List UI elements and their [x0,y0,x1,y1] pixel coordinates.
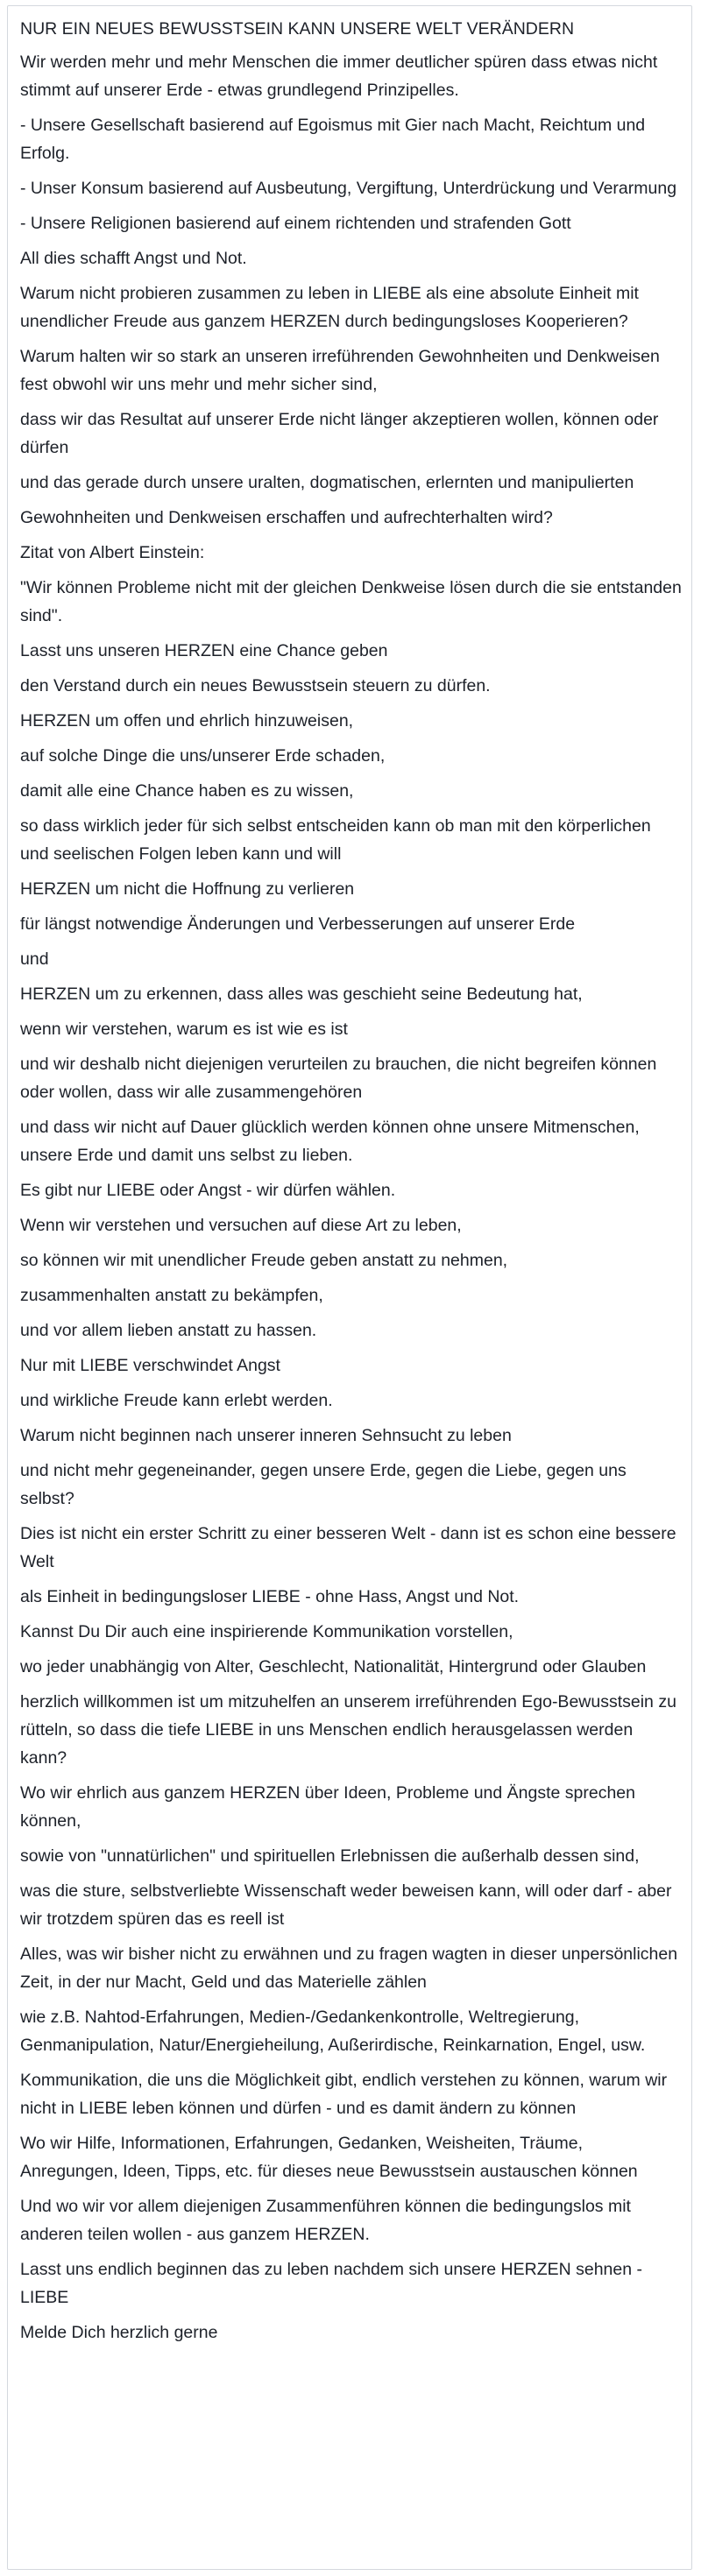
post-paragraph: Lasst uns endlich beginnen das zu leben nachdem sich unsere HERZEN sehnen - LIEBE [20,2260,643,2307]
post-paragraph: Zitat von Albert Einstein: [20,543,205,562]
post-paragraph: Kommunikation, die uns die Möglichkeit gibt, endlich verstehen zu können, warum wir nicht in LIEBE leben können und dürfen - und es damit ändern zu können [20,2071,668,2118]
post-paragraph: was die sture, selbstverliebte Wissenschaft weder beweisen kann, will oder darf - aber wir trotzdem spüren das es reell ist [20,1881,672,1929]
post-title: NUR EIN NEUES BEWUSSTSEIN KANN UNSERE WELT VERÄNDERN [20,19,575,39]
post-container [7,5,692,2570]
post-paragraph: - Unsere Religionen basierend auf einem richtenden und strafenden Gott [20,214,571,233]
post-paragraph: Nur mit LIEBE verschwindet Angst [20,1356,280,1375]
post-paragraph: für längst notwendige Änderungen und Verbesserungen auf unserer Erde [20,914,576,934]
post-paragraph: Und wo wir vor allem diejenigen Zusammenführen können die bedingungslos mit anderen teilen wollen - aus ganzem HERZEN. [20,2197,631,2244]
post-paragraph: auf solche Dinge die uns/unserer Erde schaden, [20,746,386,766]
post-paragraph: Dies ist nicht ein erster Schritt zu einer besseren Welt - dann ist es schon eine bessere Welt [20,1524,676,1571]
post-paragraph: wie z.B. Nahtod-Erfahrungen, Medien-/Gedankenkontrolle, Weltregierung, Genmanipulation, Natur/Energieheilung, Außerirdische, Reinkarnation, Engel, usw. [20,2008,646,2055]
post-paragraph: Warum nicht beginnen nach unserer inneren Sehnsucht zu leben [20,1426,512,1445]
post-paragraph: und das gerade durch unsere uralten, dogmatischen, erlernten und manipulierten [20,473,634,492]
post-paragraph: Kannst Du Dir auch eine inspirierende Kommunikation vorstellen, [20,1622,513,1641]
post-paragraph: und wirkliche Freude kann erlebt werden. [20,1391,333,1410]
post-body [20,48,683,2347]
post-paragraph: Gewohnheiten und Denkweisen erschaffen und aufrechterhalten wird? [20,508,553,527]
post-paragraph: und [20,949,49,969]
post-paragraph: Wo wir Hilfe, Informationen, Erfahrungen, Gedanken, Weisheiten, Träume, Anregungen, Ideen, Tipps, etc. für dieses neue Bewusstsein austauschen können [20,2134,638,2181]
post-paragraph: - Unsere Gesellschaft basierend auf Egoismus mit Gier nach Macht, Reichtum und Erfolg. [20,116,646,163]
post-paragraph: HERZEN um nicht die Hoffnung zu verlieren [20,879,355,899]
post-paragraph: Wo wir ehrlich aus ganzem HERZEN über Ideen, Probleme und Ängste sprechen können, [20,1783,635,1831]
post-paragraph: und vor allem lieben anstatt zu hassen. [20,1321,317,1340]
post-paragraph: so dass wirklich jeder für sich selbst entscheiden kann ob man mit den körperlichen und seelischen Folgen leben kann und will [20,816,651,864]
post-paragraph: "Wir können Probleme nicht mit der gleichen Denkweise lösen durch die sie entstanden sind". [20,578,682,625]
post-paragraph: und nicht mehr gegeneinander, gegen unsere Erde, gegen die Liebe, gegen uns selbst? [20,1461,627,1508]
post-paragraph: Warum halten wir so stark an unseren irreführenden Gewohnheiten und Denkweisen fest obwohl wir uns mehr und mehr sicher sind, [20,347,660,394]
post-paragraph: Es gibt nur LIEBE oder Angst - wir dürfen wählen. [20,1181,396,1200]
post-paragraph: Warum nicht probieren zusammen zu leben in LIEBE als eine absolute Einheit mit unendlicher Freude aus ganzem HERZEN durch bedingungsloses Kooperieren? [20,284,639,331]
post-paragraph: zusammenhalten anstatt zu bekämpfen, [20,1286,323,1305]
post-paragraph: Lasst uns unseren HERZEN eine Chance geben [20,641,388,660]
post-paragraph: Wir werden mehr und mehr Menschen die immer deutlicher spüren dass etwas nicht stimmt auf unserer Erde - etwas grundlegend Prinzipelles. [20,53,658,100]
post-paragraph: sowie von "unnatürlichen" und spirituellen Erlebnissen die außerhalb dessen sind, [20,1846,640,1866]
post-paragraph: dass wir das Resultat auf unserer Erde nicht länger akzeptieren wollen, können oder dürfen [20,410,659,457]
post-paragraph: HERZEN um zu erkennen, dass alles was geschieht seine Bedeutung hat, [20,985,583,1004]
post-paragraph: als Einheit in bedingungsloser LIEBE - ohne Hass, Angst und Not. [20,1587,520,1606]
post-paragraph: den Verstand durch ein neues Bewusstsein steuern zu dürfen. [20,676,491,695]
post-paragraph: Wenn wir verstehen und versuchen auf diese Art zu leben, [20,1216,462,1235]
post-paragraph: wo jeder unabhängig von Alter, Geschlecht, Nationalität, Hintergrund oder Glauben [20,1657,647,1676]
post-paragraph: Melde Dich herzlich gerne [20,2323,218,2342]
post-paragraph: HERZEN um offen und ehrlich hinzuweisen, [20,711,354,730]
post-paragraph: All dies schafft Angst und Not. [20,249,247,268]
post-paragraph: Alles, was wir bisher nicht zu erwähnen und zu fragen wagten in dieser unpersönlichen Zeit, in der nur Macht, Geld und das Materielle zählen [20,1944,678,1992]
post-paragraph: damit alle eine Chance haben es zu wissen, [20,781,354,801]
post-paragraph: wenn wir verstehen, warum es ist wie es ist [20,1020,348,1039]
post-paragraph: so können wir mit unendlicher Freude geben anstatt zu nehmen, [20,1251,508,1270]
post-paragraph: und dass wir nicht auf Dauer glücklich werden können ohne unsere Mitmenschen, unsere Erde und damit uns selbst zu lieben. [20,1118,640,1165]
post-paragraph: herzlich willkommen ist um mitzuhelfen an unserem irreführenden Ego-Bewusstsein zu rütteln, so dass die tiefe LIEBE in uns Menschen endlich herausgelassen werden kann? [20,1692,676,1768]
post-paragraph: - Unser Konsum basierend auf Ausbeutung, Vergiftung, Unterdrückung und Verarmung [20,179,677,198]
post-paragraph: und wir deshalb nicht diejenigen verurteilen zu brauchen, die nicht begreifen können oder wollen, dass wir alle zusammengehören [20,1055,657,1102]
